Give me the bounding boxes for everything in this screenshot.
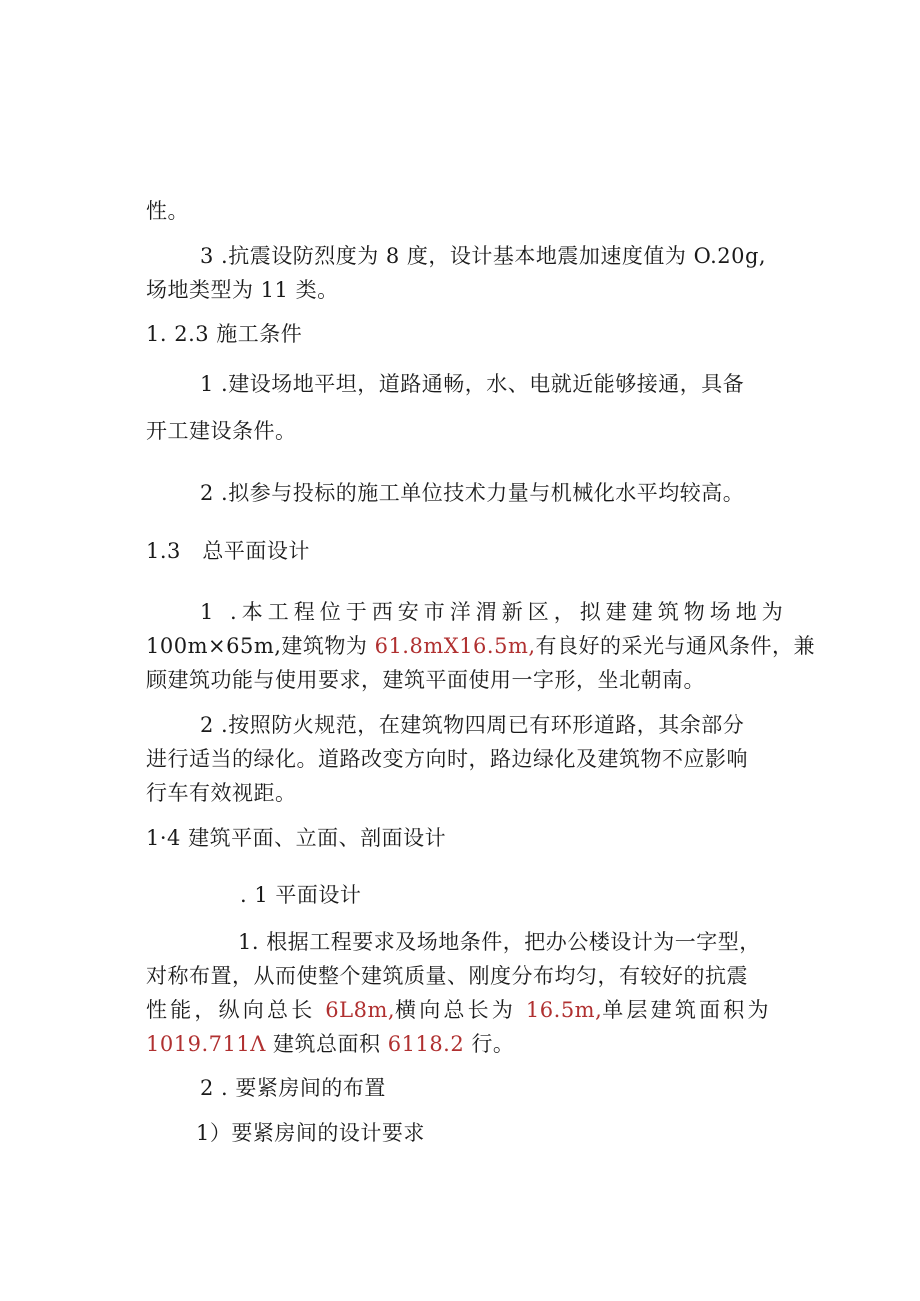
- condition-1-line-2: 开工建设条件。: [146, 419, 297, 443]
- plan-1-line-3-text-c: 单层建筑面积为: [602, 998, 772, 1022]
- plan-1-line-4-text-a: 建筑总面积: [265, 1032, 388, 1056]
- seismic-paragraph-line-2: 场地类型为 11 类。: [146, 278, 339, 302]
- site-plan-2-line-3: 行车有效视距。: [146, 781, 297, 805]
- heading-main-rooms: 2 . 要紧房间的布置: [200, 1076, 386, 1100]
- site-plan-1-line-2: [146, 630, 815, 662]
- site-plan-1-line-2-tail: 有良好的采光与通风条件，兼: [535, 634, 816, 658]
- floor-area-highlight: 1019.711Λ: [146, 1032, 266, 1056]
- site-plan-1-line-3: 顾建筑功能与使用要求，建筑平面使用一字形，坐北朝南。: [146, 668, 705, 692]
- transverse-length-highlight: 16.5m,: [525, 998, 603, 1022]
- plan-1-line-2: 对称布置，从而使整个建筑质量、刚度分布均匀，有较好的抗震: [146, 964, 748, 988]
- total-area-highlight: 6118.2: [387, 1032, 465, 1056]
- plan-1-line-4: [146, 1028, 514, 1060]
- building-dimensions-highlight: 61.8mX16.5m,: [374, 634, 536, 658]
- plan-1-line-1: 1. 根据工程要求及场地条件，把办公楼设计为一字型，: [238, 930, 761, 954]
- condition-2: 2 .拟参与投标的施工单位技术力量与机械化水平均较高。: [200, 481, 745, 505]
- heading-building-design: 1·4 建筑平面、立面、剖面设计: [146, 826, 447, 850]
- heading-main-rooms-requirements: 1）要紧房间的设计要求: [196, 1121, 425, 1145]
- site-plan-2-line-1: 2 .按照防火规范，在建筑物四周已有环形道路，其余部分: [200, 713, 745, 737]
- plan-1-line-4-text-b: 行。: [464, 1032, 515, 1056]
- heading-site-plan: 1.3 总平面设计: [146, 539, 310, 563]
- condition-1-line-1: 1 .建设场地平坦，道路通畅，水、电就近能够接通，具备: [200, 372, 745, 396]
- paragraph-tail: 性。: [146, 199, 189, 223]
- plan-1-line-3: [146, 994, 772, 1026]
- plan-1-line-3-text-a: 性能，纵向总长: [146, 998, 326, 1022]
- heading-construction-conditions: 1. 2.3 施工条件: [146, 322, 303, 346]
- seismic-paragraph-line-1: 3 .抗震设防烈度为 8 度，设计基本地震加速度值为 O.20g,: [200, 244, 767, 268]
- plan-1-line-3-text-b: 横向总长为: [395, 998, 526, 1022]
- longitudinal-length-highlight: 6L8m,: [325, 998, 396, 1022]
- site-plan-1-line-1: 1 .本工程位于西安市洋渭新区，拟建建筑物场地为: [200, 600, 788, 624]
- heading-plan-design: . 1 平面设计: [240, 883, 362, 907]
- site-plan-2-line-2: 进行适当的绿化。道路改变方向时，路边绿化及建筑物不应影响: [146, 747, 748, 771]
- site-dimensions-text: 100m×65m,建筑物为: [146, 634, 375, 658]
